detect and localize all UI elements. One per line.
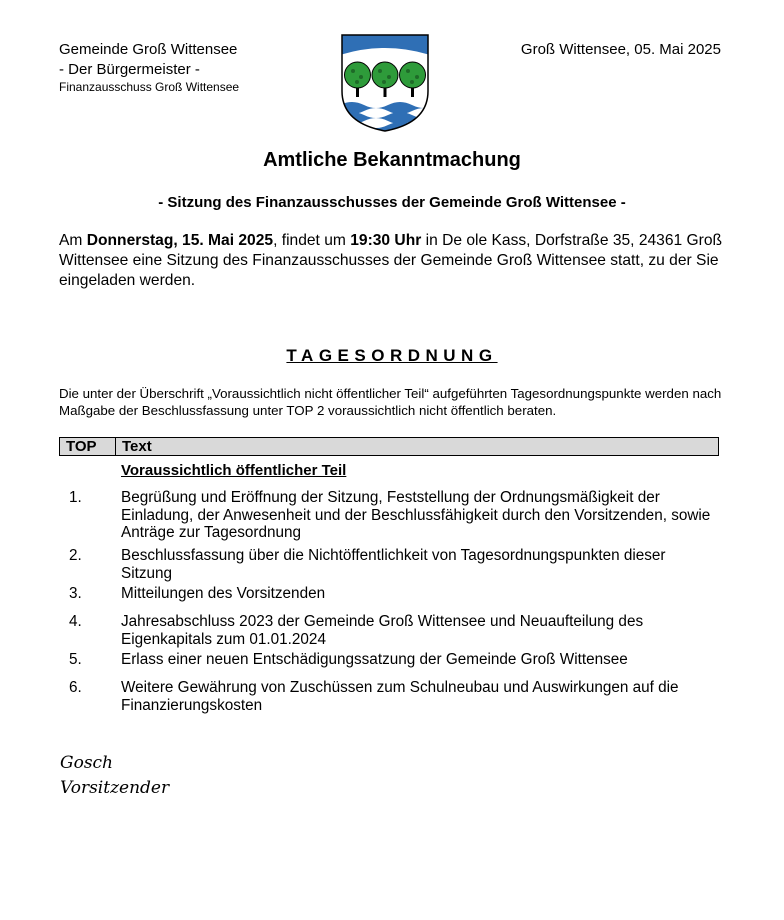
agenda-table-header xyxy=(59,437,719,456)
committee-line: Finanzausschuss Groß Wittensee xyxy=(59,80,240,94)
agenda-item xyxy=(59,547,719,582)
agenda-item xyxy=(59,489,719,542)
public-section-heading: Voraussichtlich öffentlicher Teil xyxy=(121,462,347,479)
coat-of-arms-icon xyxy=(340,33,430,133)
invitation-paragraph xyxy=(59,231,729,291)
agenda-item xyxy=(59,613,719,648)
municipality-name: Gemeinde Groß Wittensee xyxy=(59,41,238,58)
agenda-item-text: Erlass einer neuen Entschädigungssatzung der Gemeinde Groß Wittensee xyxy=(121,651,628,668)
agenda-item xyxy=(59,679,719,714)
agenda-item-number: 1. xyxy=(69,489,82,506)
meeting-date: Donnerstag, 15. Mai 2025 xyxy=(86,232,274,249)
agenda-item-text: Weitere Gewährung von Zuschüssen zum Schulneubau und Auswirkungen auf die Finanzierungskosten xyxy=(121,679,679,714)
agenda-item-text: Jahresabschluss 2023 der Gemeinde Groß Wittensee und Neuaufteilung des Eigenkapitals zum 01.01.2024 xyxy=(121,613,644,648)
agenda-item-number: 6. xyxy=(69,679,82,696)
intro-text-3: in De ole Kass, Dorfstraße 35, 24361 Groß Wittensee eine Sitzung des Finanzausschusses der Gemeinde Groß Wittensee statt, zu der Sie eingeladen werden. xyxy=(59,232,723,289)
agenda-item-text: Mitteilungen des Vorsitzenden xyxy=(121,585,326,602)
agenda-item xyxy=(59,651,719,669)
agenda-item-number: 4. xyxy=(69,613,82,630)
place-date: Groß Wittensee, 05. Mai 2025 xyxy=(520,41,721,58)
meeting-time: 19:30 Uhr xyxy=(350,232,422,249)
page-subtitle: - Sitzung des Finanzausschusses der Gemeinde Groß Wittensee - xyxy=(158,194,626,211)
intro-text-2: , findet um xyxy=(273,232,351,249)
agenda-item-text: Beschlussfassung über die Nichtöffentlichkeit von Tagesordnungspunkten dieser Sitzung xyxy=(121,547,666,582)
agenda-item-number: 5. xyxy=(69,651,82,668)
agenda-heading: TAGESORDNUNG xyxy=(286,346,498,365)
signature-name: Gosch xyxy=(60,753,114,773)
agenda-item-number: 2. xyxy=(69,547,82,564)
intro-text-1: Am xyxy=(59,232,87,249)
col-top-header: TOP xyxy=(60,438,116,455)
mayor-line: - Der Bürgermeister - xyxy=(59,61,200,78)
col-text-header: Text xyxy=(122,438,152,455)
agenda-item xyxy=(59,585,719,603)
page-title: Amtliche Bekanntmachung xyxy=(263,149,521,171)
agenda-item-text: Begrüßung und Eröffnung der Sitzung, Feststellung der Ordnungsmäßigkeit der Einladung, der Anwesenheit und der Beschlussfähigkeit durch den Vorsitzenden, sowie Anträge zur Tagesordnung xyxy=(121,489,711,541)
agenda-note: Die unter der Überschrift „Voraussichtlich nicht öffentlicher Teil“ aufgeführten Tagesordnungspunkte werden nach Maßgabe der Beschlussfassung unter TOP 2 voraussichtlich nicht öffentlich beraten. xyxy=(59,386,722,418)
signature-role: Vorsitzender xyxy=(60,778,170,798)
agenda-item-number: 3. xyxy=(69,585,82,602)
